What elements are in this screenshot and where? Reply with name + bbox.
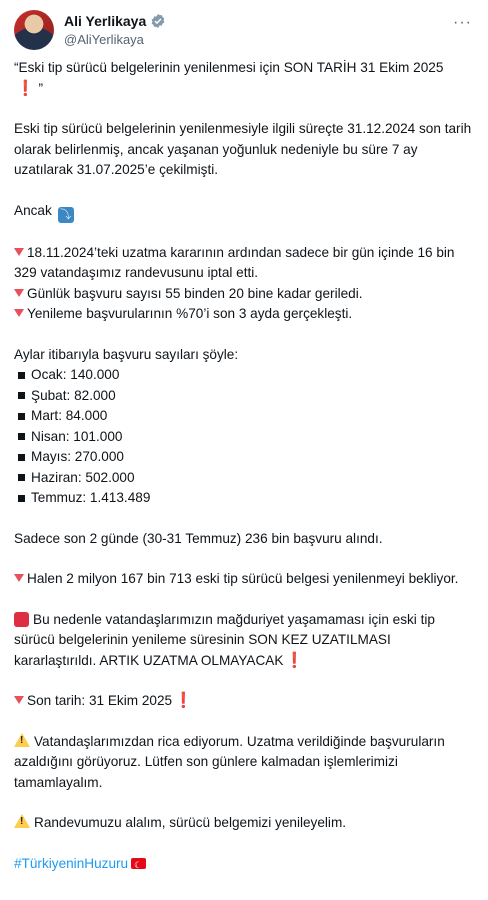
call-paragraph [14,813,474,834]
point-text: Günlük başvuru sayısı 55 binden 20 bine kadar geriledi. [27,285,363,301]
month-text: Haziran: 502.000 [31,469,135,485]
more-dots-icon[interactable]: ··· [453,14,472,31]
month-text: Şubat: 82.000 [31,387,116,403]
hashtag-line [14,854,474,875]
name-row [64,12,166,30]
point-text: Yenileme başvurularının %70’i son 3 ayda gerçekleşti. [27,306,353,321]
bullet-icon [18,433,25,440]
red-exclamation-icon: ❗ [174,692,193,709]
waiting-paragraph [14,569,474,590]
call-text: Randevumuzu alalım, sürücü belgemizi yenileyelim. [34,815,347,830]
request-paragraph [14,732,474,794]
decision-text: Bu nedenle vatandaşlarımızın mağduriyet yaşamaması için eski tip sürücü belgelerinin yenileme süresinin SON KEZ UZATILMASI kararlaştırıldı. ARTIK UZATMA OLMAYACAK [14,611,435,668]
author-block [64,12,166,47]
red-exclamation-icon: ❗ [16,79,35,97]
tweet-header [14,8,474,54]
ancak-line [14,201,474,223]
list-item [14,386,474,407]
warning-icon [14,733,30,747]
month-text: Temmuz: 1.413.489 [31,490,151,505]
red-triangle-icon [14,309,24,317]
arrow-down-right-icon: ⤵ [58,207,74,223]
bullet-icon [18,474,25,481]
month-text: Mayıs: 270.000 [31,449,124,464]
list-item [14,488,474,509]
monthly-intro: Aylar itibarıyla başvuru sayıları şöyle: [14,346,239,362]
point-text: 18.11.2024’teki uzatma kararının ardından sadece bir gün içinde 16 bin 329 vatandaşımız randevusunu iptal etti. [14,244,455,280]
bullet-icon [18,495,25,502]
deadline-line [14,691,474,712]
quote-end: ” [38,80,43,96]
bullet-icon [18,392,25,399]
decision-paragraph [14,610,474,672]
red-exclamation-icon: ❗ [285,651,305,669]
list-item [14,447,474,468]
intro-paragraph: Eski tip sürücü belgelerinin yenilenmesiyle ilgili süreçte 31.12.2024 son tarih olarak belirlenmiş, ancak yaşanan yoğunluk nedeniyle bu süre 7 ay uzatılarak 31.07.2025’e çekilmişti. [14,121,472,177]
red-triangle-icon [14,289,24,297]
verified-badge-icon [150,13,166,29]
bullet-icon [18,413,25,420]
deadline-text: Son tarih: 31 Ekim 2025 [27,693,173,708]
bullet-icon [18,454,25,461]
month-text: Ocak: 140.000 [31,367,120,382]
request-text: Vatandaşlarımızdan rica ediyorum. Uzatma verildiğinde başvuruların azaldığını görüyoruz. Lütfen son günlere kalmadan işlemlerimizi tamamlayalım. [14,733,445,790]
hashtag-link[interactable]: #TürkiyeninHuzuru [14,855,129,871]
turkey-flag-icon [131,858,146,869]
tweet-text [14,58,474,874]
red-triangle-icon [14,248,24,256]
warning-icon [14,814,30,828]
list-item [14,406,474,427]
list-item [14,468,474,489]
list-item [14,427,474,448]
author-name[interactable]: Ali Yerlikaya [64,13,147,29]
author-handle[interactable]: @AliYerlikaya [64,32,144,47]
quote-text: “Eski tip sürücü belgelerinin yenilenmesi için SON TARİH 31 Ekim 2025 [14,60,444,75]
month-text: Mart: 84.000 [31,408,108,423]
last-two-days: Sadece son 2 günde (30-31 Temmuz) 236 bin başvuru alındı. [14,530,383,546]
ancak-text: Ancak [14,202,52,218]
red-square-icon [14,612,29,627]
waiting-text: Halen 2 milyon 167 bin 713 eski tip sürücü belgesi yenilenmeyi bekliyor. [27,571,459,586]
point-item [14,284,474,305]
red-triangle-icon [14,574,24,582]
point-item [14,243,474,284]
month-text: Nisan: 101.000 [31,428,123,444]
bullet-icon [18,372,25,379]
list-item [14,365,474,386]
red-triangle-icon [14,696,24,704]
point-item [14,304,474,325]
quote-paragraph [14,58,474,99]
avatar[interactable] [14,10,54,50]
